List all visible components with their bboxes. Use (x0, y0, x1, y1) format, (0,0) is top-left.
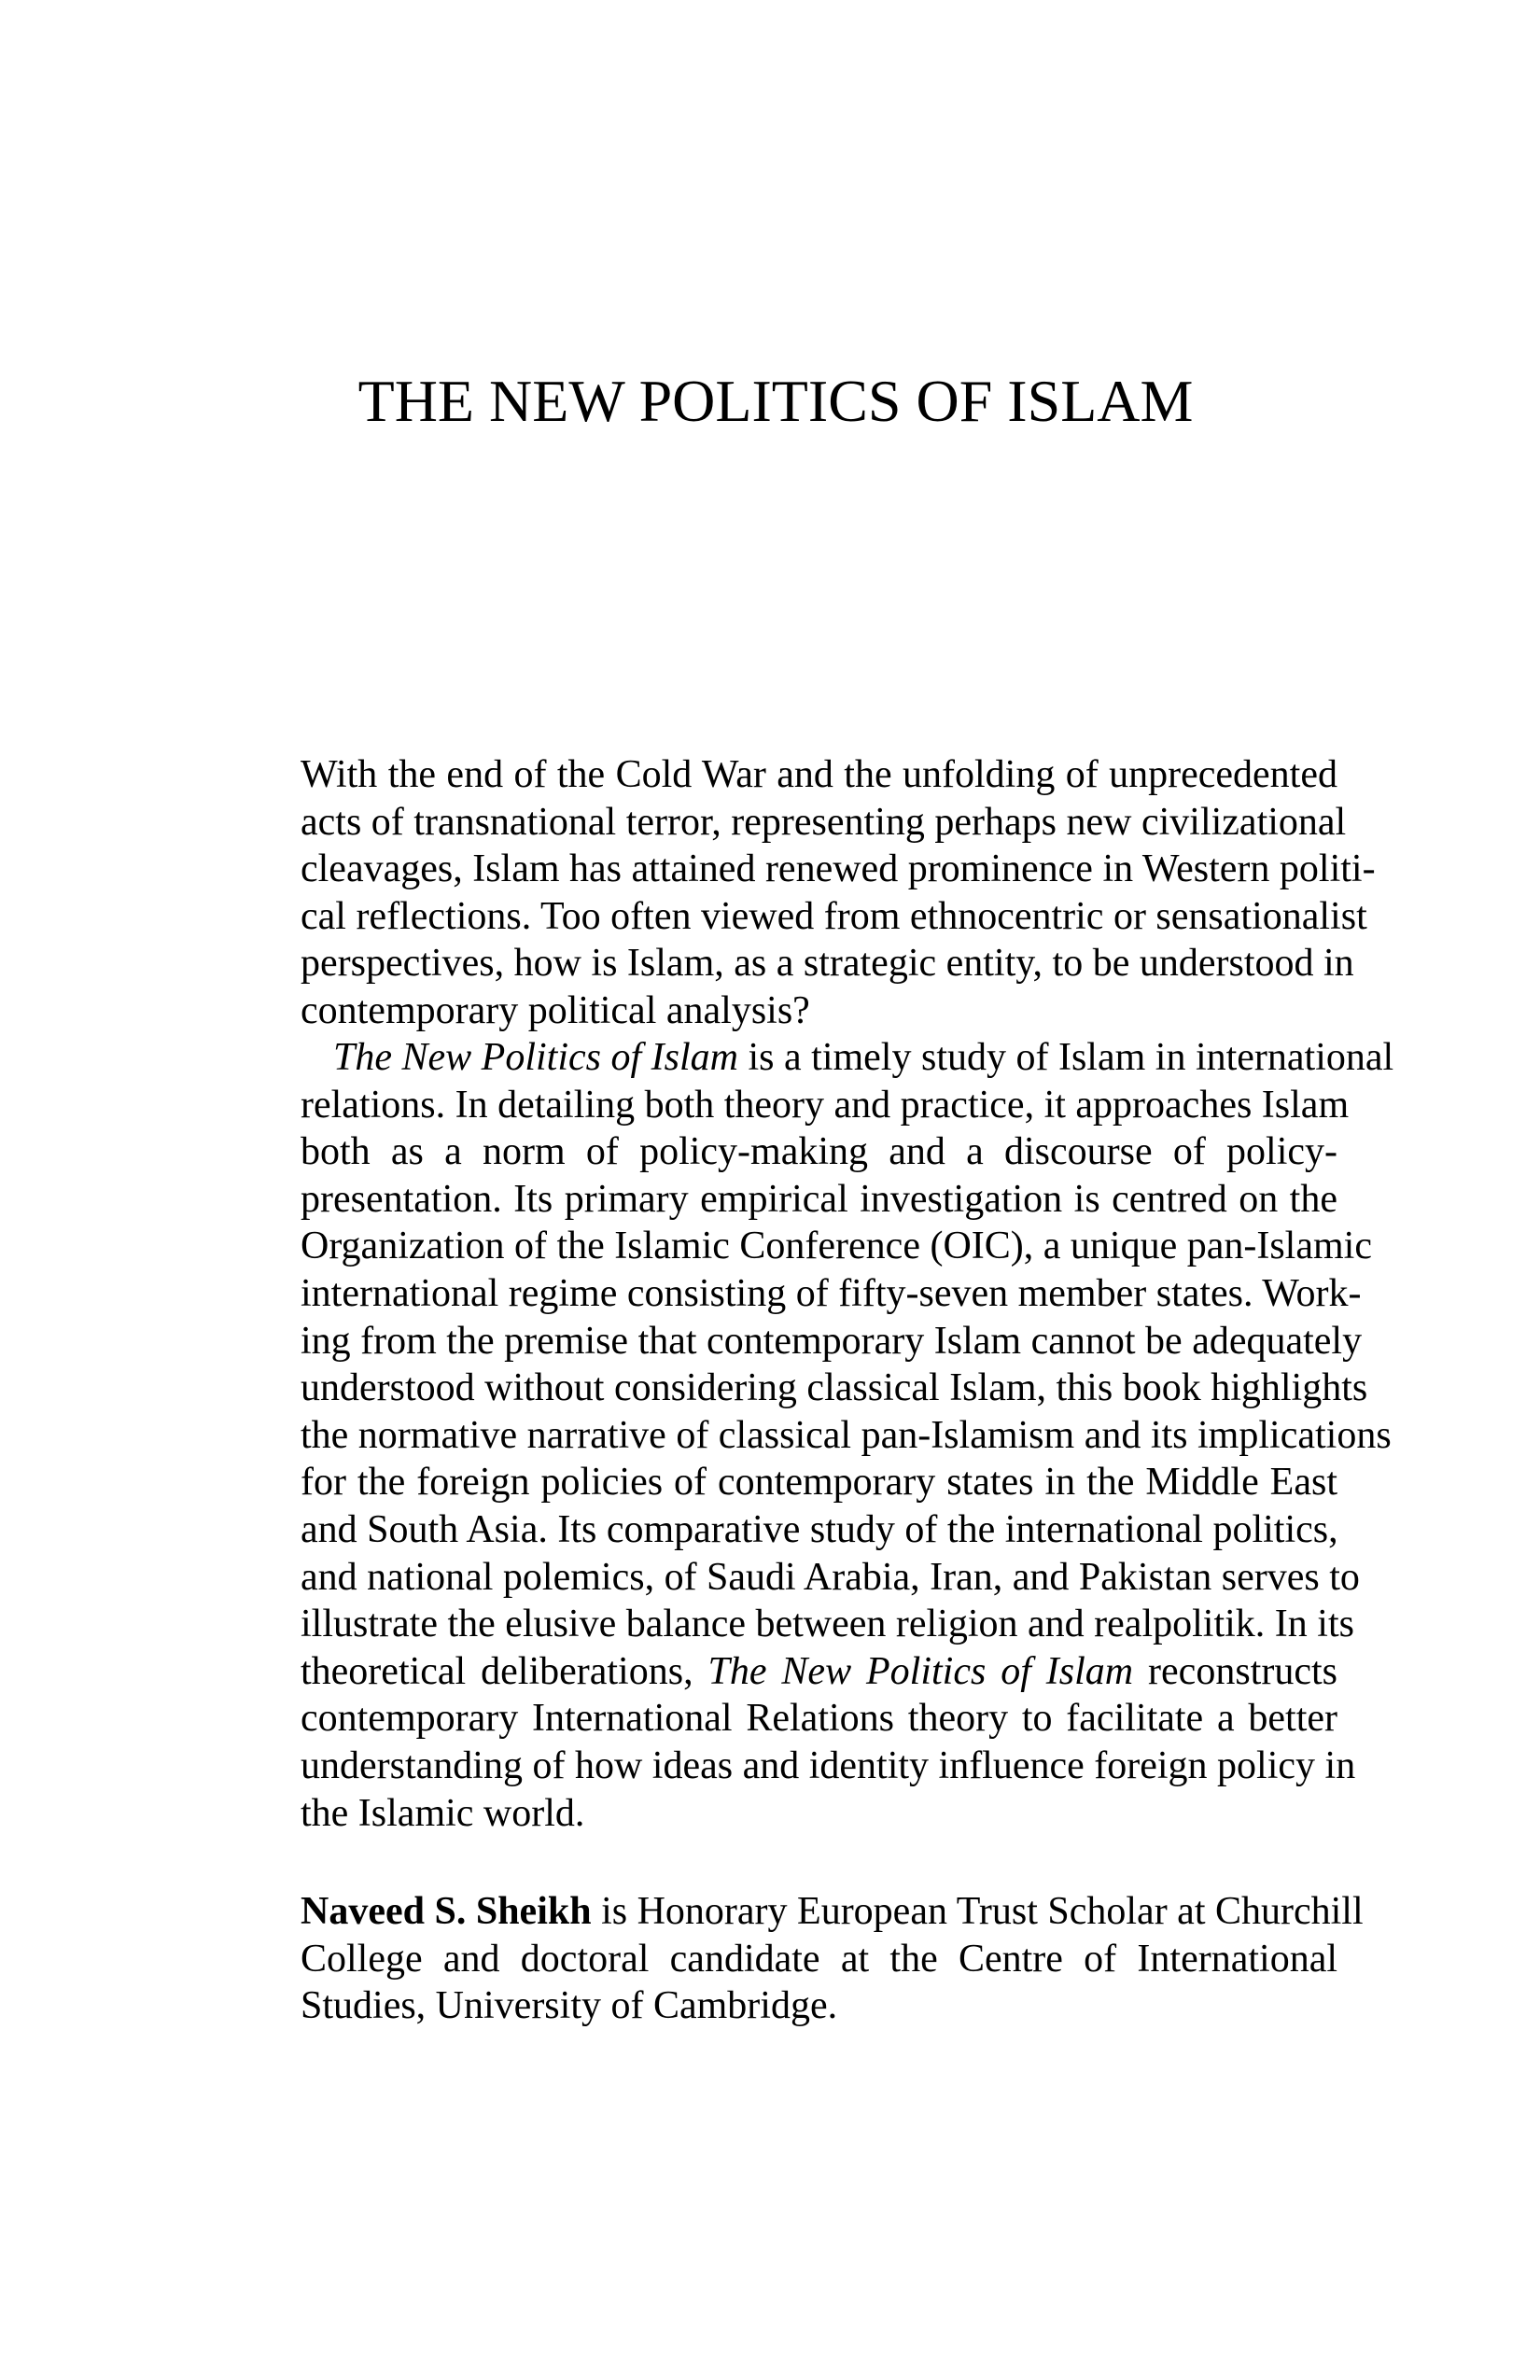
text-segment: international regime consisting of fifty-seven member states. Work- (301, 1271, 1362, 1315)
text-line (301, 1270, 1362, 1318)
text-line (301, 846, 1376, 893)
text-segment: relations. In detailing both theory and practice, it approaches Islam (301, 1083, 1350, 1127)
text-segment: understanding of how ideas and identity influence foreign policy in (301, 1743, 1356, 1787)
text-segment: reconstructs (1133, 1649, 1337, 1693)
text-segment: theoretical deliberations, (301, 1649, 708, 1693)
text-line (301, 1128, 1337, 1176)
text-segment: contemporary International Relations theory to facilitate a better (301, 1697, 1337, 1741)
text-line (301, 1365, 1368, 1412)
text-segment: understood without considering classical Islam, this book highlights (301, 1366, 1368, 1410)
text-segment: is Honorary European Trust Scholar at Churchill (591, 1890, 1364, 1933)
book-title-italic: The New Politics of Islam (707, 1649, 1134, 1693)
text-segment: and national polemics, of Saudi Arabia, Iran, and Pakistan serves to (301, 1555, 1360, 1599)
text-line (301, 1982, 1337, 2030)
book-title-italic: The New Politics of Islam (333, 1036, 738, 1079)
blurb-paragraph-description (301, 1034, 1394, 1837)
text-segment: acts of transnational terror, representing perhaps new civilizational (301, 800, 1347, 844)
text-line (301, 1176, 1337, 1224)
text-line (301, 1554, 1360, 1602)
text-line (301, 751, 1337, 799)
text-line (301, 940, 1354, 987)
author-name-bold: Naveed S. Sheikh (301, 1890, 592, 1933)
text-line (301, 1506, 1337, 1554)
text-segment: for the foreign policies of contemporary states in the Middle East (301, 1461, 1337, 1505)
text-line (301, 1743, 1356, 1790)
text-line (301, 1459, 1337, 1506)
text-segment: illustrate the elusive balance between religion and realpolitik. In its (301, 1603, 1354, 1646)
text-segment: ing from the premise that contemporary Islam cannot be adequately (301, 1319, 1363, 1363)
text-segment: College and doctoral candidate at the Centre of International (301, 1937, 1337, 1981)
text-line (301, 1318, 1363, 1365)
text-segment: is a timely study of Islam in international (738, 1036, 1394, 1079)
author-bio-paragraph (301, 1888, 1364, 2030)
blurb-paragraph (301, 751, 1376, 1035)
text-segment: the normative narrative of classical pan-Islamism and its implications (301, 1413, 1392, 1457)
text-segment: Studies, University of Cambridge. (301, 1984, 838, 2028)
text-line (301, 1790, 1337, 1838)
text-segment: cal reflections. Too often viewed from ethnocentric or sensationalist (301, 894, 1367, 938)
page-title: THE NEW POLITICS OF ISLAM (357, 368, 1194, 434)
text-line (301, 1034, 1394, 1082)
text-line (301, 1223, 1372, 1270)
text-segment: presentation. Its primary empirical investigation is centred on the (301, 1177, 1337, 1221)
text-line (301, 1082, 1350, 1129)
text-segment: the Islamic world. (301, 1791, 585, 1835)
text-segment: and South Asia. Its comparative study of the international politics, (301, 1507, 1338, 1551)
text-line (301, 1648, 1337, 1696)
text-line (301, 1412, 1392, 1460)
text-segment: perspectives, how is Islam, as a strategic entity, to be understood in (301, 942, 1354, 986)
text-segment: With the end of the Cold War and the unfolding of unprecedented (301, 753, 1337, 796)
text-segment: both as a norm of policy-making and a discourse of policy- (301, 1130, 1337, 1174)
text-line (301, 1888, 1364, 1936)
text-segment: Organization of the Islamic Conference (OIC), a unique pan-Islamic (301, 1225, 1372, 1268)
text-segment: cleavages, Islam has attained renewed prominence in Western politi- (301, 847, 1376, 891)
text-line (301, 1695, 1337, 1743)
text-line (301, 1601, 1354, 1648)
text-line (301, 987, 1337, 1035)
text-segment: contemporary political analysis? (301, 988, 810, 1032)
text-line (301, 893, 1367, 941)
text-line (301, 1936, 1337, 1983)
text-line (301, 799, 1347, 847)
